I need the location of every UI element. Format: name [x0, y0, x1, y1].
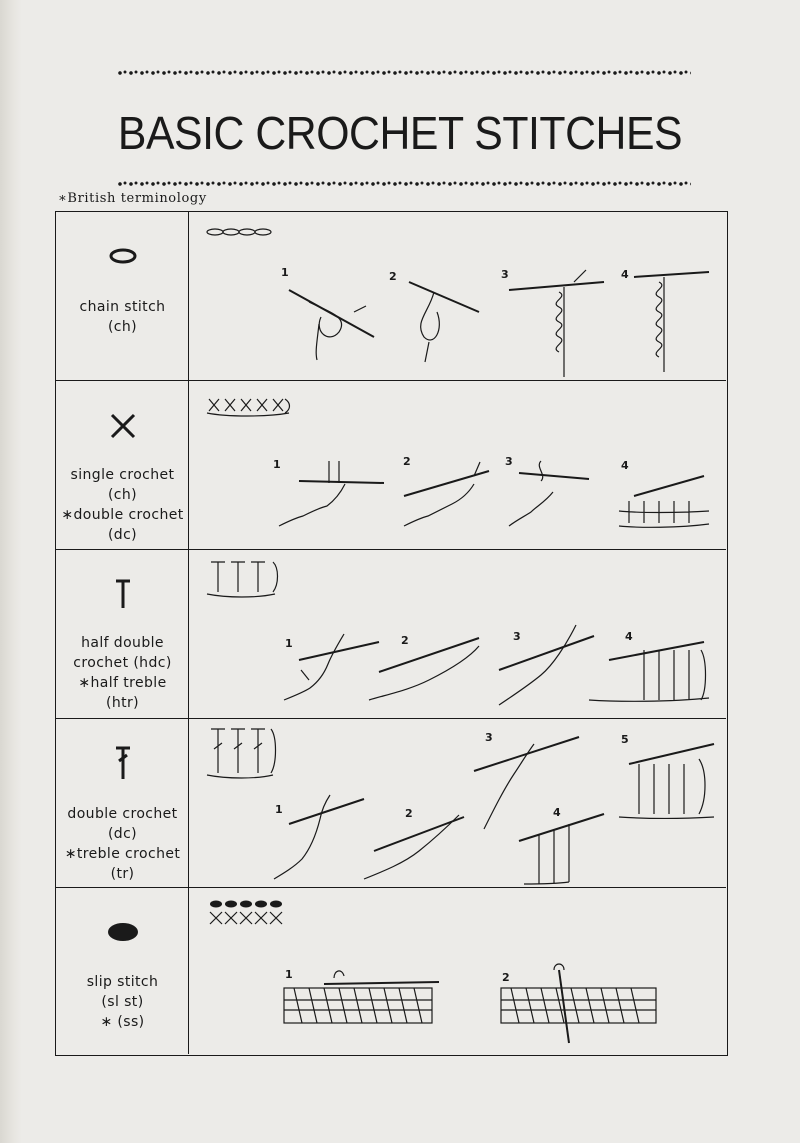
half-double-crochet-symbol-icon — [56, 578, 189, 610]
step-number: 2 — [389, 270, 397, 283]
label-cell-half-double-crochet — [56, 550, 189, 718]
step-number: 4 — [553, 806, 561, 819]
double-crochet-diagram-icon — [189, 719, 725, 887]
diagram-single-crochet — [189, 381, 726, 549]
step-number: 1 — [281, 266, 289, 279]
diagram-half-double-crochet — [189, 550, 726, 718]
stitch-table — [55, 211, 728, 1056]
half-double-crochet-diagram-icon — [189, 550, 725, 718]
page-edge — [0, 0, 22, 1143]
label-chain-stitch — [56, 297, 189, 337]
step-number: 1 — [273, 458, 281, 471]
single-crochet-symbol-icon — [56, 411, 189, 441]
step-number: 3 — [485, 731, 493, 744]
bottom-ornament-border — [116, 179, 691, 189]
label-cell-double-crochet — [56, 719, 189, 887]
label-line: ∗treble crochet — [64, 846, 181, 862]
step-number: 3 — [501, 268, 509, 281]
chain-stitch-diagram-icon — [189, 212, 725, 380]
step-number: 2 — [405, 807, 413, 820]
step-number: 2 — [401, 634, 409, 647]
diagram-slip-stitch — [189, 888, 726, 1054]
label-line: (tr) — [110, 866, 135, 882]
row-slip-stitch — [56, 888, 726, 1054]
single-crochet-diagram-icon — [189, 381, 725, 549]
slip-stitch-diagram-icon — [189, 888, 725, 1052]
step-number: 1 — [275, 803, 283, 816]
step-number: 1 — [285, 968, 293, 981]
step-number: 4 — [621, 459, 629, 472]
label-line: (ch) — [107, 487, 138, 503]
chain-symbol-icon — [56, 248, 189, 264]
page-title: BASIC CROCHET STITCHES — [117, 107, 683, 159]
label-line: (dc) — [107, 527, 138, 543]
label-line: (dc) — [107, 826, 138, 842]
label-double-crochet — [56, 804, 189, 884]
step-number: 4 — [621, 268, 629, 281]
label-line: (sl st) — [101, 994, 144, 1010]
step-number: 5 — [621, 733, 629, 746]
label-cell-chain-stitch — [56, 212, 189, 380]
label-single-crochet — [56, 465, 189, 545]
label-line: ∗double crochet — [61, 507, 184, 523]
label-slip-stitch — [56, 972, 189, 1032]
label-cell-slip-stitch — [56, 888, 189, 1054]
label-line: slip stitch — [86, 974, 159, 990]
label-line: ∗half treble — [78, 675, 167, 691]
top-ornament-border — [116, 68, 691, 78]
step-number: 1 — [285, 637, 293, 650]
slip-stitch-symbol-icon — [56, 922, 189, 942]
diagram-double-crochet — [189, 719, 726, 887]
step-number: 3 — [505, 455, 513, 468]
step-number: 2 — [403, 455, 411, 468]
label-line: (htr) — [105, 695, 140, 711]
diagram-chain-stitch — [189, 212, 726, 380]
label-line: crochet (hdc) — [73, 655, 172, 671]
step-number: 4 — [625, 630, 633, 643]
row-double-crochet — [56, 719, 726, 888]
label-line: ∗ (ss) — [100, 1014, 145, 1030]
double-crochet-symbol-icon — [56, 745, 189, 781]
row-chain-stitch — [56, 212, 726, 381]
step-number: 2 — [502, 971, 510, 984]
label-line: half double — [81, 635, 164, 651]
label-line: double crochet — [67, 806, 178, 822]
label-line: single crochet — [70, 467, 175, 483]
row-half-double-crochet — [56, 550, 726, 719]
label-cell-single-crochet — [56, 381, 189, 549]
label-half-double-crochet — [56, 633, 189, 713]
step-number: 3 — [513, 630, 521, 643]
row-single-crochet — [56, 381, 726, 550]
label-line: chain stitch — [79, 299, 166, 315]
label-line: (ch) — [107, 319, 138, 335]
terminology-note: ∗British terminology — [58, 191, 207, 206]
